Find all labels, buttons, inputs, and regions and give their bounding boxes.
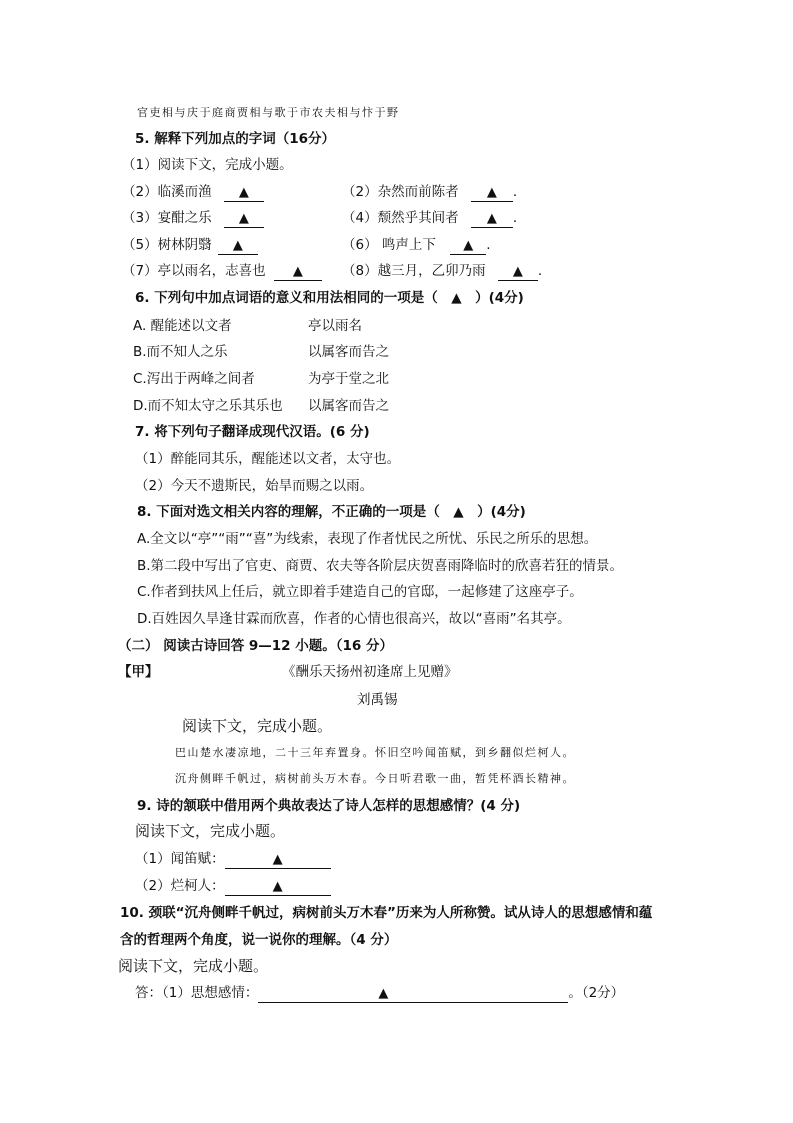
- q8-option-d[interactable]: D.百姓因久旱逢甘霖而欣喜，作者的心情也很高兴，故以“喜雨”名其亭。: [137, 611, 571, 627]
- period-mark: .: [486, 237, 491, 253]
- q6-option-c-right: 为亭于堂之北: [308, 371, 389, 387]
- answer-blank[interactable]: [498, 263, 538, 281]
- triangle-icon: ▲: [232, 238, 243, 253]
- q9-title: 9. 诗的颔联中借用两个典故表达了诗人怎样的思想感情？(4 分): [137, 798, 521, 814]
- answer-blank[interactable]: [224, 210, 264, 228]
- q6-option-d-left[interactable]: D.而不知太守之乐其乐也: [133, 398, 283, 414]
- answer-blank[interactable]: [471, 184, 513, 202]
- answer-blank[interactable]: [218, 237, 258, 255]
- q5-item-label: （2）杂然而前陈者: [342, 184, 459, 200]
- poem-author: 刘禹锡: [357, 692, 398, 708]
- q10-answer-prefix: 答：（1）思想感情：: [135, 985, 259, 1001]
- q9-item-label: （1）闻笛赋：: [135, 851, 225, 867]
- q6-option-a-left[interactable]: A. 醒能述以文者: [133, 318, 232, 334]
- answer-blank[interactable]: [471, 210, 513, 228]
- triangle-icon: ▲: [238, 185, 249, 200]
- period-mark: .: [512, 210, 518, 226]
- q10-answer-suffix: 。（2分）: [568, 985, 625, 1001]
- poem-line: 沉舟侧畔千帆过，病树前头万木春。今日听君歌一曲，暂凭杯酒长精神。: [175, 772, 575, 785]
- q10-title-line1: 10. 颈联“沉舟侧畔千帆过，病树前头万木春”历来为人所称赞。试从诗人的思想感情和蕴: [120, 905, 653, 921]
- q5-item: [342, 235, 490, 255]
- q6-option-b-left[interactable]: B.而不知人之乐: [133, 344, 228, 360]
- q5-item: [122, 182, 264, 202]
- q5-item-label: （3）宴酣之乐: [122, 210, 212, 226]
- q8-title: 8. 下面对选文相关内容的理解，不正确的一项是（ ▲ ）(4分): [137, 504, 526, 520]
- poem-label: 【甲】: [118, 664, 159, 680]
- q5-item-label: （2）临溪而渔: [122, 184, 212, 200]
- q10-intro: 阅读下文，完成小题。: [118, 957, 269, 975]
- q9-item: [135, 849, 331, 869]
- q5-item-label: （6） 鸣声上下: [342, 237, 436, 253]
- q9-item-label: （2）烂柯人：: [135, 878, 225, 894]
- q5-item: [342, 261, 542, 281]
- q8-option-c[interactable]: C.作者到扶风上任后，就立即着手建造自己的官邸，一起修建了这座亭子。: [137, 584, 583, 600]
- q5-item: [122, 235, 258, 255]
- q8-option-a[interactable]: A.全文以“亭”“雨”“喜”为线索，表现了作者忧民之所忧、乐民之所乐的思想。: [137, 531, 598, 547]
- q6-title: 6. 下列句中加点词语的意义和用法相同的一项是（ ▲ ）(4分): [135, 290, 524, 306]
- q5-item-label: （5）树林阴翳: [122, 237, 212, 253]
- triangle-icon: ▲: [238, 211, 249, 226]
- triangle-icon: ▲: [512, 264, 523, 279]
- q9-intro: 阅读下文，完成小题。: [135, 822, 286, 840]
- triangle-icon: ▲: [486, 185, 497, 200]
- q10-answer: [135, 983, 624, 1003]
- triangle-icon: ▲: [272, 852, 283, 867]
- q5-item: [122, 208, 264, 228]
- q6-option-c-left[interactable]: C.泻出于两峰之间者: [133, 371, 255, 387]
- q5-item-label: （8）越三月，乙卯乃雨: [342, 263, 486, 279]
- answer-blank[interactable]: [224, 184, 264, 202]
- top-line: 官吏相与庆于庭商贾相与歌于市农夫相与忭于野: [137, 106, 400, 119]
- q8-option-b[interactable]: B.第二段中写出了官吏、商贾、农夫等各阶层庆贺喜雨降临时的欣喜若狂的情景。: [137, 558, 624, 574]
- q5-item-label: （4）颓然乎其间者: [342, 210, 459, 226]
- answer-blank[interactable]: [225, 851, 331, 869]
- q7-item: （1）醉能同其乐，醒能述以文者，太守也。: [135, 451, 401, 467]
- period-mark: .: [512, 184, 518, 200]
- answer-blank[interactable]: [274, 263, 322, 281]
- triangle-icon: ▲: [486, 211, 497, 226]
- q7-title: 7. 将下列句子翻译成现代汉语。(6 分): [135, 424, 370, 440]
- triangle-icon: ▲: [272, 879, 283, 894]
- answer-blank[interactable]: [450, 237, 486, 255]
- poem-intro: 阅读下文，完成小题。: [182, 717, 333, 735]
- answer-blank[interactable]: [258, 985, 568, 1003]
- poem-title: 《酬乐天扬州初逢席上见赠》: [282, 664, 458, 680]
- q5-item: [342, 208, 517, 228]
- q7-item: （2）今天不遗斯民，始旱而赐之以雨。: [135, 478, 374, 494]
- q5-item: [122, 261, 322, 281]
- triangle-icon: ▲: [292, 264, 303, 279]
- q5-item-label: （7）亭以雨名，志喜也: [122, 263, 266, 279]
- q6-option-d-right: 以属客而告之: [308, 398, 389, 414]
- q9-item: [135, 876, 331, 896]
- q5-title: 5. 解释下列加点的字词（16分）: [135, 131, 336, 147]
- q10-title-line2: 含的哲理两个角度，说一说你的理解。（4 分）: [120, 932, 398, 948]
- q6-option-b-right: 以属客而告之: [308, 344, 389, 360]
- q6-option-a-right: 亭以雨名: [308, 318, 362, 334]
- answer-blank[interactable]: [225, 878, 331, 896]
- poem-line: 巴山楚水凄凉地，二十三年弃置身。怀旧空吟闻笛赋，到乡翻似烂柯人。: [175, 746, 575, 759]
- triangle-icon: ▲: [378, 986, 389, 1001]
- period-mark: .: [537, 263, 543, 279]
- triangle-icon: ▲: [463, 238, 474, 253]
- q5-intro: （1）阅读下文，完成小题。: [122, 157, 293, 173]
- section-heading: （二） 阅读古诗回答 9—12 小题。（16 分）: [118, 638, 394, 654]
- q5-item: [342, 182, 517, 202]
